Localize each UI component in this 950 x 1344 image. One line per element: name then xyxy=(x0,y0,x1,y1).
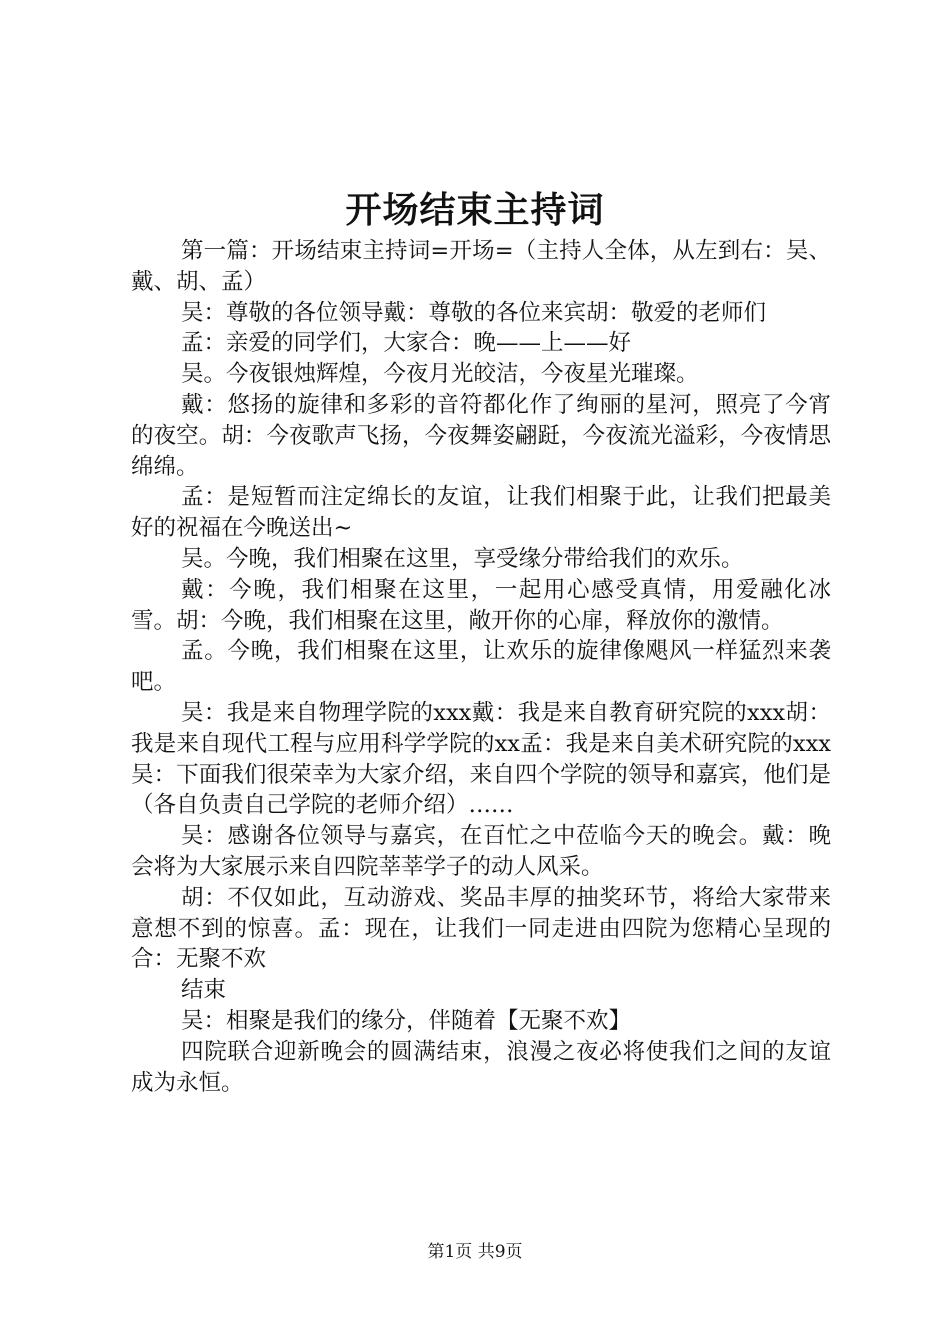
paragraph: 结束 xyxy=(181,977,227,1004)
paragraph: 吴：感谢各位领导与嘉宾，在百忙之中莅临今天的晚会。戴：晚会将为大家展示来自四院莘莘学子的动人风采。 xyxy=(131,823,831,880)
paragraph: 戴：悠扬的旋律和多彩的音符都化作了绚丽的星河，照亮了今宵的夜空。胡：今夜歌声飞扬，今夜舞姿翩跹，今夜流光溢彩，今夜情思绵绵。 xyxy=(131,391,831,480)
paragraph: 吴：尊敬的各位领导戴：尊敬的各位来宾胡：敬爱的老师们 xyxy=(181,299,767,326)
paragraph: 吴。今晚，我们相聚在这里，享受缘分带给我们的欢乐。 xyxy=(181,545,744,572)
page-number-footer: 第1页 共9页 xyxy=(427,1242,523,1262)
paragraph: 孟：是短暂而注定绵长的友谊，让我们相聚于此，让我们把最美好的祝福在今晚送出~ xyxy=(131,484,831,542)
page-title: 开场结束主持词 xyxy=(345,189,605,231)
paragraph: 孟。今晚，我们相聚在这里，让欢乐的旋律像飓风一样猛烈来袭吧。 xyxy=(131,638,831,696)
paragraph: 吴：相聚是我们的缘分，伴随着【无聚不欢】 xyxy=(181,1007,632,1034)
paragraph: 四院联合迎新晚会的圆满结束，浪漫之夜必将使我们之间的友谊成为永恒。 xyxy=(131,1038,831,1096)
paragraph: 吴。今夜银烛辉煌，今夜月光皎洁，今夜星光璀璨。 xyxy=(181,361,699,388)
document-body xyxy=(131,236,831,1098)
paragraph: 戴：今晚，我们相聚在这里，一起用心感受真情，用爱融化冰雪。胡：今晚，我们相聚在这里，敞开你的心扉，释放你的激情。 xyxy=(131,576,831,634)
paragraph: 孟：亲爱的同学们，大家合：晚——上——好 xyxy=(181,330,632,357)
paragraph: 吴：我是来自物理学院的xxx戴：我是来自教育研究院的xxx胡：我是来自现代工程与应用科学学院的xx孟：我是来自美术研究院的xxx吴：下面我们很荣幸为大家介绍，来自四个学院的领导和嘉宾，他们是（各自负责自己学院的老师介绍）…… xyxy=(131,699,831,819)
paragraph: 第一篇：开场结束主持词=开场=（主持人全体，从左到右：吴、戴、胡、孟） xyxy=(131,238,831,295)
paragraph: 胡：不仅如此，互动游戏、奖品丰厚的抽奖环节，将给大家带来意想不到的惊喜。孟：现在，让我们一同走进由四院为您精心呈现的合：无聚不欢 xyxy=(131,884,831,973)
